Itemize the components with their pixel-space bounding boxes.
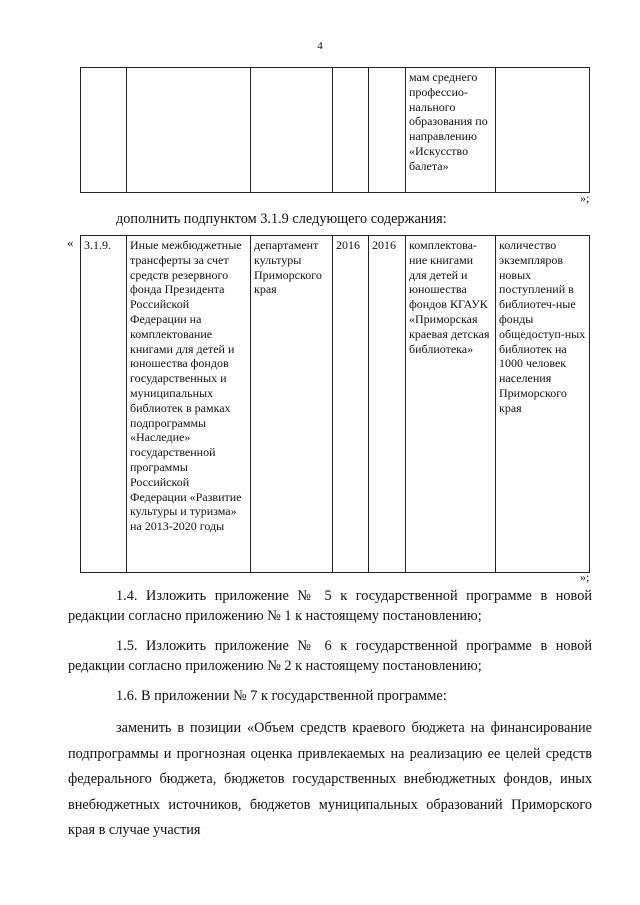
paragraph-replace: заменить в позиции «Объем средств краевого бюджета на финансирование подпрограммы и прогнозная оценка привлекаемых на реализацию ее целей средств федерального бюджета, бюджетов государственных внебюджетных фондов, иных внебюджетных источников, бюджетов муниципальных образований Приморского края в случае участия	[68, 720, 592, 839]
table-row	[81, 68, 590, 193]
item-year-end: 2016	[369, 236, 406, 573]
item-executor: департамент культуры Приморского края	[251, 236, 333, 573]
table-cell: мам среднего профессио-нального образования по направлению «Искусство балета»	[406, 68, 496, 193]
table-cell	[369, 68, 406, 193]
paragraph-1-4: 1.4. Изложить приложение № 5 к государственной программе в новой редакции согласно приложению № 1 к настоящему постановлению;	[68, 588, 592, 624]
item-result: комплектова-ние книгами для детей и юношества фондов КГАУК «Приморская краевая детская библиотека»	[406, 236, 496, 573]
continuation-table	[80, 67, 590, 193]
item-year-start: 2016	[333, 236, 369, 573]
paragraph-1-5: 1.5. Изложить приложение № 6 к государственной программе в новой редакции согласно приложению № 2 к настоящему постановлению;	[68, 638, 592, 674]
intro-text: дополнить подпунктом 3.1.9 следующего содержания:	[116, 211, 447, 227]
subitem-table	[80, 235, 590, 573]
table-cell	[81, 68, 127, 193]
table-row	[81, 236, 590, 573]
item-indicator: количество экземпляров новых поступлений в библиотеч-ные фонды общедоступ-ных библиотек на 1000 человек населения Приморского края	[496, 236, 590, 573]
item-number: 3.1.9.	[81, 236, 127, 573]
table-cell	[251, 68, 333, 193]
table-cell	[127, 68, 251, 193]
closing-quote: »;	[580, 570, 590, 584]
item-name: Иные межбюджетные трансферты за счет средств резервного фонда Президента Российской Федерации на комплектование книгами для детей и юношества фондов государственных и муниципальных библиотек в рамках подпрограммы «Наследие» государственной программы Российской Федерации «Развитие культуры и туризма» на 2013-2020 годы	[127, 236, 251, 573]
paragraph-1-6: 1.6. В приложении № 7 к государственной программе:	[116, 688, 447, 704]
closing-quote: »;	[580, 191, 590, 205]
table-cell	[333, 68, 369, 193]
page-number: 4	[317, 40, 323, 52]
table-cell	[496, 68, 590, 193]
opening-quote: «	[67, 235, 74, 250]
